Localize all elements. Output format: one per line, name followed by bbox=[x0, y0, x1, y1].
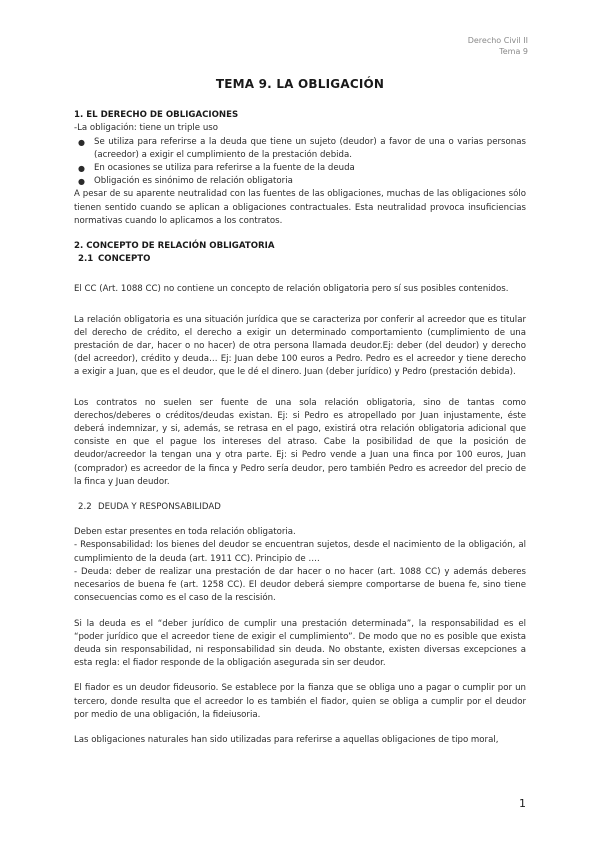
bullet-icon: ● bbox=[78, 137, 85, 147]
list-item: ● Obligación es sinónimo de relación obligatoria bbox=[74, 175, 526, 188]
list-item: ● En ocasiones se utiliza para referirse a la fuente de la deuda bbox=[74, 162, 526, 175]
responsibility-line: - Responsabilidad: los bienes del deudor se encuentran sujetos, desde el nacimiento de la obligación, al cumplimiento de la deuda (art. 1911 CC). Principio de …. bbox=[74, 540, 526, 564]
guarantor-paragraph: El fiador es un deudor fideusorio. Se establece por la fianza que se obliga uno a pagar o cumplir por un tercero, donde resulta que el acreedor lo es también el fiador, quien se obliga a cumplir por el deudor por medio de una obligación, la fideiusoria. bbox=[74, 683, 526, 720]
debt-intro-line: Deben estar presentes en toda relación obligatoria. bbox=[74, 527, 296, 538]
section2-heading: 2. CONCEPTO DE RELACIÓN OBLIGATORIA bbox=[74, 241, 275, 252]
section1-bullet-list bbox=[74, 136, 526, 189]
subsection-2-2-heading: 2.2 DEUDA Y RESPONSABILIDAD bbox=[78, 502, 221, 513]
document-title: TEMA 9. LA OBLIGACIÓN bbox=[215, 77, 385, 91]
header-course: Derecho Civil II bbox=[467, 36, 528, 45]
debt-responsibility-paragraph: Si la deuda es el “deber jurídico de cumplir una prestación determinada”, la responsabilidad es el “poder jurídico que el acreedor tiene de exigir el cumplimiento”. De modo que no es posible que exista deuda sin responsabilidad, ni responsabilidad sin deuda. No obstante, existen diversas excepciones a esta regla: el fiador responde de la obligación asegurada sin ser deudor. bbox=[74, 618, 526, 669]
document-body bbox=[74, 78, 526, 747]
section1-heading: 1. EL DERECHO DE OBLIGACIONES bbox=[74, 110, 239, 121]
subsection-2-1-heading: 2.1 CONCEPTO bbox=[78, 254, 151, 265]
natural-obligations-paragraph: Las obligaciones naturales han sido utilizadas para referirse a aquellas obligaciones de tipo moral, bbox=[74, 734, 499, 745]
page-header bbox=[468, 35, 528, 57]
concept-paragraph-1: El CC (Art. 1088 CC) no contiene un concepto de relación obligatoria pero sí sus posibles contenidos. bbox=[74, 284, 509, 295]
debt-line: - Deuda: deber de realizar una prestación de dar hacer o no hacer (art. 1088 CC) y además deberes necesarios de buena fe (art. 1258 CC). El deudor deberá siempre comportarse de buena fe, sino tiene consecuencias como es el caso de la rescisión. bbox=[74, 566, 526, 604]
bullet-icon: ● bbox=[78, 164, 85, 174]
concept-paragraph-3: Los contratos no suelen ser fuente de una sola relación obligatoria, sino de tantas como derechos/deberes o créditos/deudas existan. Ej: si Pedro es atropellado por Juan injustamente, éste deberá indemnizar, y si, además, se retrasa en el pago, existirá otra relación obligatoria adicional que consiste en que el pague los intereses del atraso. Cabe la posibilidad de que la posición de deudor/acreedor la tengan una y otra parte. Ej: si Pedro vende a Juan una finca por 100 euros, Juan (comprador) es acreedor de la finca y Pedro sería deudor, pero también Pedro es acreedor del precio de la finca y Juan deudor. bbox=[74, 397, 526, 487]
page-number: 1 bbox=[519, 797, 526, 810]
bullet-icon: ● bbox=[78, 177, 85, 187]
section1-paragraph: A pesar de su aparente neutralidad con las fuentes de las obligaciones, muchas de las obligaciones sólo tienen sentido cuando se aplican a obligaciones contractuales. Esta neutralidad provoca insuficiencias normativas cuando lo aplicamos a los contratos. bbox=[74, 189, 526, 226]
section1-intro: -La obligación: tiene un triple uso bbox=[74, 123, 219, 134]
concept-paragraph-2: La relación obligatoria es una situación jurídica que se caracteriza por conferir al acreedor que es titular del derecho de crédito, el derecho a exigir un determinado comportamiento (cumplimiento de una prestación de dar, hacer o no hacer) de otra persona llamada deudor.Ej: deber (del deudor) y derecho (del acreedor), crédito y deuda… Ej: Juan debe 100 euros a Pedro. Pedro es el acreedor y tiene derecho a exigir a Juan, que es el deudor, que le dé el dinero. Juan (deber jurídico) y Pedro (prestación debida). bbox=[74, 314, 526, 378]
list-item: ● Se utiliza para referirse a la deuda que tiene un sujeto (deudor) a favor de una o varias personas (acreedor) a exigir el cumplimiento de la prestación debida. bbox=[78, 136, 526, 160]
header-topic: Tema 9 bbox=[499, 47, 528, 56]
